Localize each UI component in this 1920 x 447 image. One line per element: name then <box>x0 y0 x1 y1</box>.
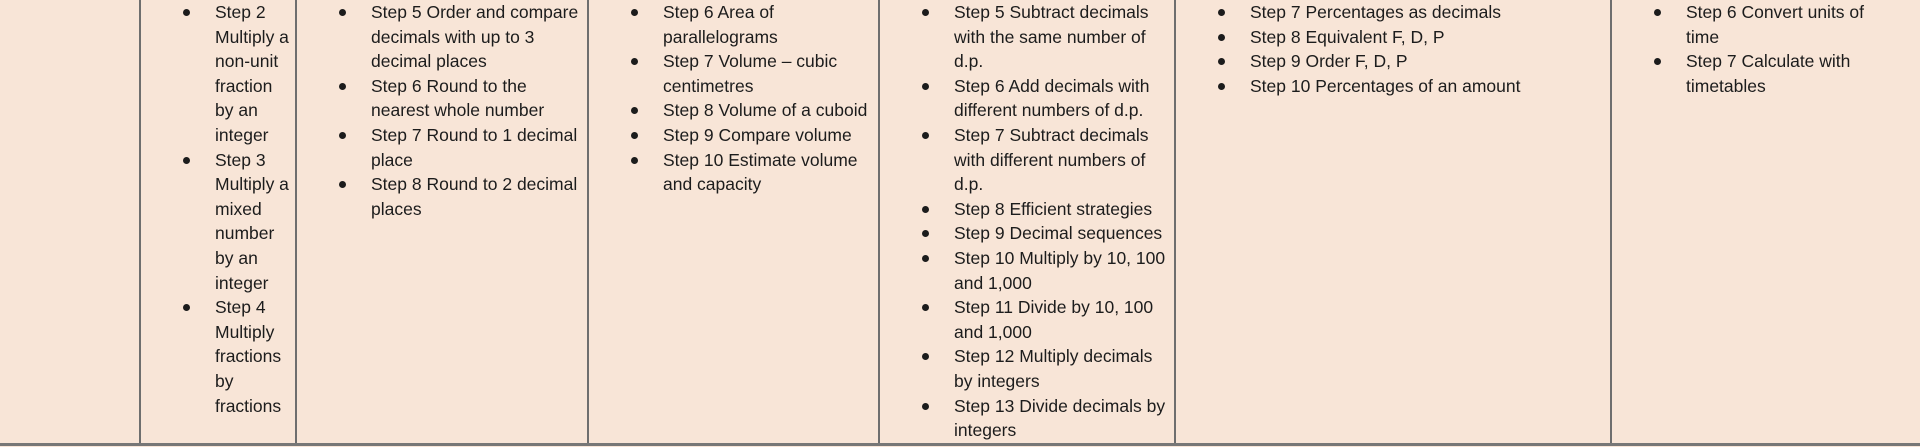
table-cell-decimals-operations <box>954 0 1172 443</box>
table-cell-fractions <box>215 0 295 418</box>
list-item: Step 4 Multiply fractions by fractions <box>215 295 295 418</box>
table-cell-decimals-rounding <box>371 0 585 221</box>
table-cell-percentages <box>1250 0 1590 98</box>
table-cell-area-volume <box>663 0 873 197</box>
list-item: Step 13 Divide decimals by integers <box>954 394 1172 443</box>
list-item: Step 6 Convert units of time <box>1686 0 1891 49</box>
list-item: Step 9 Order F, D, P <box>1250 49 1590 74</box>
row-bottom-border <box>0 443 1920 446</box>
list-item: Step 8 Efficient strategies <box>954 197 1172 222</box>
list-item: Step 3 Multiply a mixed number by an integer <box>215 148 295 296</box>
list-item: Step 8 Round to 2 decimal places <box>371 172 585 221</box>
list-item: Step 2 Multiply a non-unit fraction by an integer <box>215 0 295 148</box>
list-item: Step 10 Estimate volume and capacity <box>663 148 873 197</box>
column-divider <box>878 0 880 445</box>
list-item: Step 10 Multiply by 10, 100 and 1,000 <box>954 246 1172 295</box>
list-item: Step 5 Subtract decimals with the same number of d.p. <box>954 0 1172 74</box>
list-item: Step 7 Subtract decimals with different numbers of d.p. <box>954 123 1172 197</box>
list-item: Step 7 Calculate with timetables <box>1686 49 1891 98</box>
step-list <box>1250 0 1590 98</box>
list-item: Step 9 Decimal sequences <box>954 221 1172 246</box>
table-cell-time <box>1686 0 1891 98</box>
list-item: Step 11 Divide by 10, 100 and 1,000 <box>954 295 1172 344</box>
list-item: Step 8 Equivalent F, D, P <box>1250 25 1590 50</box>
list-item: Step 6 Area of parallelograms <box>663 0 873 49</box>
list-item: Step 6 Round to the nearest whole number <box>371 74 585 123</box>
step-list <box>663 0 873 197</box>
column-divider <box>139 0 141 445</box>
step-list <box>215 0 295 418</box>
list-item: Step 8 Volume of a cuboid <box>663 98 873 123</box>
list-item: Step 7 Percentages as decimals <box>1250 0 1590 25</box>
step-list <box>371 0 585 221</box>
list-item: Step 10 Percentages of an amount <box>1250 74 1590 99</box>
column-divider <box>1174 0 1176 445</box>
list-item: Step 12 Multiply decimals by integers <box>954 344 1172 393</box>
list-item: Step 5 Order and compare decimals with up to 3 decimal places <box>371 0 585 74</box>
list-item: Step 7 Round to 1 decimal place <box>371 123 585 172</box>
list-item: Step 9 Compare volume <box>663 123 873 148</box>
step-list <box>1686 0 1891 98</box>
list-item: Step 6 Add decimals with different numbers of d.p. <box>954 74 1172 123</box>
column-divider <box>295 0 297 445</box>
column-divider <box>587 0 589 445</box>
list-item: Step 7 Volume – cubic centimetres <box>663 49 873 98</box>
column-divider <box>1610 0 1612 445</box>
step-list <box>954 0 1172 443</box>
